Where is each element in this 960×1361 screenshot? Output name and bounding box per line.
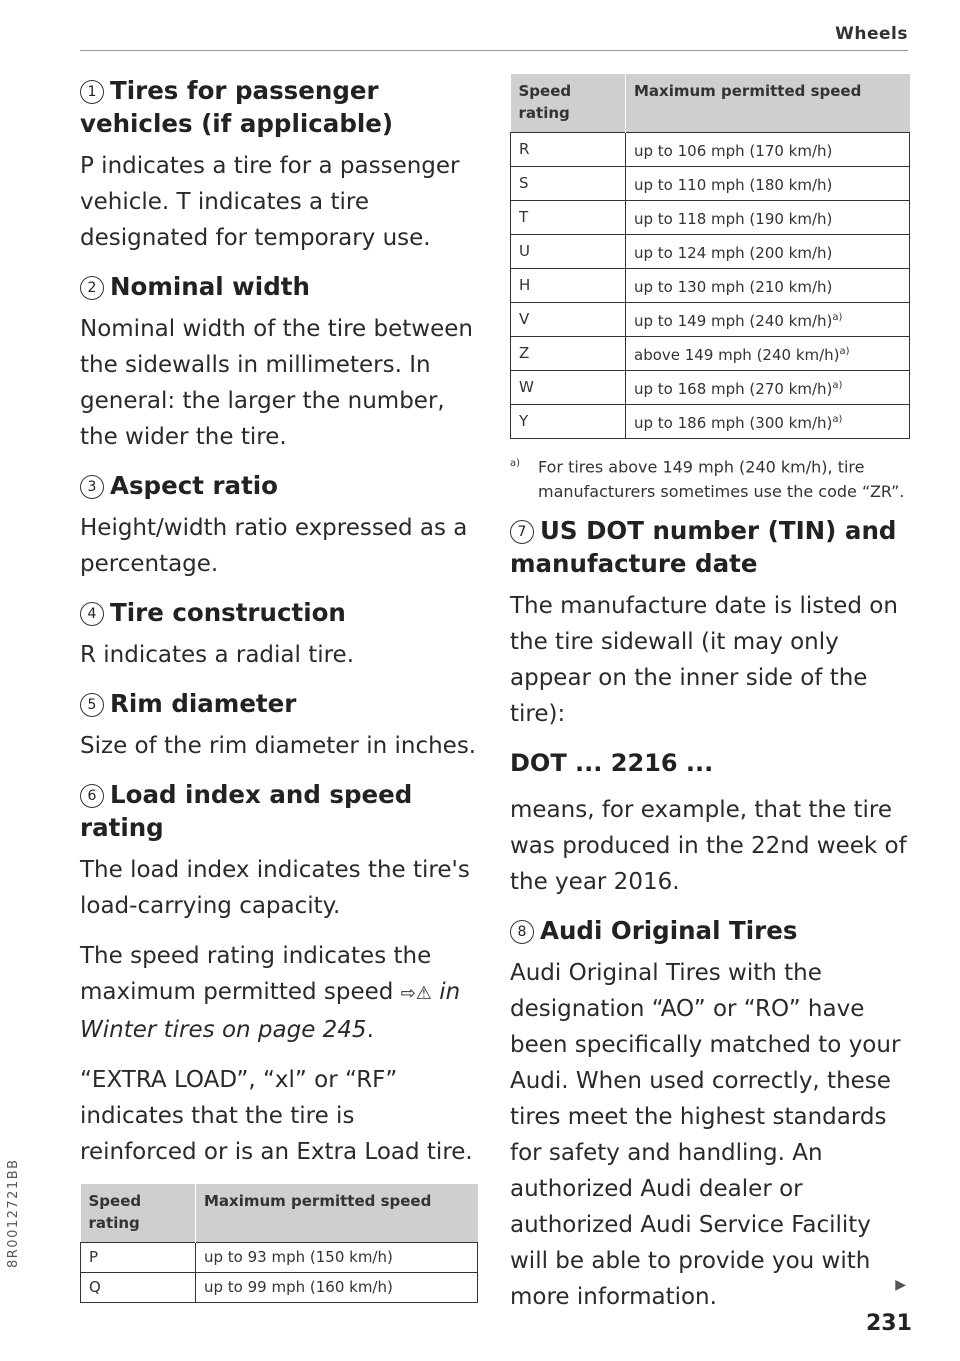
- paragraph: The manufacture date is listed on the tire sidewall (it may only appear on the inner side of the tire):: [510, 593, 898, 728]
- callout-number: 6: [80, 784, 104, 808]
- table-row: [511, 235, 910, 269]
- table-cell: Q: [81, 1273, 196, 1303]
- footnote: $^{a)}$ For tires above 149 mph (240 km/h), tire manufacturers sometimes use the code “ZR”.: [510, 451, 910, 504]
- callout-number: 4: [80, 602, 104, 626]
- heading-rim-diameter: 5 Rim diameter: [80, 687, 478, 720]
- column-header: Maximum permitted speed: [626, 74, 910, 133]
- left-column: [80, 74, 478, 1303]
- cross-reference-arrow-icon: ⇨: [400, 983, 416, 1004]
- table-row: [81, 1243, 478, 1273]
- heading-load-speed: 6 Load index and speed rating: [80, 780, 413, 842]
- callout-number: 5: [80, 693, 104, 717]
- footnote-marker: a): [510, 458, 521, 469]
- table-cell: up to 168 mph (270 km/h)$^{a)}$: [626, 371, 910, 405]
- paragraph: The speed rating indicates the maximum permitted speed ⇨⚠ in Winter tires on page 245.: [80, 943, 461, 1043]
- table-cell: V: [511, 303, 626, 337]
- table-cell: P: [81, 1243, 196, 1273]
- table-cell: up to 106 mph (170 km/h): [626, 133, 910, 167]
- table-row: [511, 269, 910, 303]
- table-cell: T: [511, 201, 626, 235]
- table-cell: up to 130 mph (210 km/h): [626, 269, 910, 303]
- section-title: Wheels: [835, 24, 908, 44]
- document-code: 8R0012721BB: [6, 1158, 21, 1268]
- speed-rating-table-left: [80, 1184, 478, 1303]
- column-header: Speed rating: [81, 1184, 196, 1243]
- continue-arrow-icon: ▶: [895, 1277, 906, 1294]
- paragraph: R indicates a radial tire.: [80, 642, 355, 668]
- table-cell: up to 99 mph (160 km/h): [196, 1273, 478, 1303]
- paragraph: Audi Original Tires with the designation “AO” or “RO” have been specifically matched to your Audi. When used correctly, these tires meet the highest standards for safety and handling. An authorized Audi dealer or authorized Audi Service Facility will be able to provide you with more information. ▶: [510, 960, 906, 1311]
- speed-rating-table-right: [510, 74, 910, 439]
- table-cell: R: [511, 133, 626, 167]
- callout-number: 2: [80, 276, 104, 300]
- table-row: [511, 167, 910, 201]
- paragraph: P indicates a tire for a passenger vehicle. T indicates a tire designated for temporary use.: [80, 153, 460, 251]
- heading-aspect-ratio: 3 Aspect ratio: [80, 469, 478, 502]
- heading-audi-original-tires: 8 Audi Original Tires: [510, 914, 910, 947]
- table-cell: up to 110 mph (180 km/h): [626, 167, 910, 201]
- table-cell: H: [511, 269, 626, 303]
- heading-us-dot-number: 7 US DOT number (TIN) and manufacture date: [510, 516, 897, 579]
- paragraph: The load index indicates the tire's load-carrying capacity.: [80, 857, 470, 919]
- table-row: [511, 405, 910, 439]
- paragraph: Nominal width of the tire between the sidewalls in millimeters. In general: the larger the number, the wider the tire.: [80, 316, 473, 450]
- column-header: Maximum permitted speed: [196, 1184, 478, 1243]
- heading-tire-construction: 4 Tire construction: [80, 596, 478, 629]
- table-row: [511, 337, 910, 371]
- header-rule: [80, 50, 908, 51]
- callout-number: 3: [80, 475, 104, 499]
- table-cell: S: [511, 167, 626, 201]
- table-row: [511, 201, 910, 235]
- heading-tires-passenger: 1 Tires for passenger vehicles (if applicable): [80, 76, 394, 138]
- right-column: [510, 74, 910, 1315]
- callout-number: 7: [510, 520, 534, 544]
- table-cell: up to 186 mph (300 km/h)$^{a)}$: [626, 405, 910, 439]
- callout-number: 1: [80, 80, 104, 104]
- table-cell: up to 124 mph (200 km/h): [626, 235, 910, 269]
- table-cell: above 149 mph (240 km/h)$^{a)}$: [626, 337, 910, 371]
- paragraph: Height/width ratio expressed as a percentage.: [80, 515, 468, 577]
- table-cell: up to 118 mph (190 km/h): [626, 201, 910, 235]
- dot-code-example: DOT ... 2216 ...: [510, 749, 714, 778]
- table-row: [81, 1273, 478, 1303]
- warning-triangle-icon: ⚠: [415, 983, 432, 1004]
- table-cell: up to 93 mph (150 km/h): [196, 1243, 478, 1273]
- table-cell: Z: [511, 337, 626, 371]
- table-row: [511, 133, 910, 167]
- table-cell: Y: [511, 405, 626, 439]
- table-row: [511, 371, 910, 405]
- table-cell: U: [511, 235, 626, 269]
- table-cell: up to 149 mph (240 km/h)$^{a)}$: [626, 303, 910, 337]
- paragraph: Size of the rim diameter in inches.: [80, 733, 477, 759]
- column-header: Speed rating: [511, 74, 626, 133]
- table-row: [511, 303, 910, 337]
- heading-nominal-width: 2 Nominal width: [80, 270, 478, 303]
- paragraph: “EXTRA LOAD”, “xl” or “RF” indicates that the tire is reinforced or is an Extra Load tire.: [80, 1067, 473, 1165]
- paragraph: means, for example, that the tire was produced in the 22nd week of the year 2016.: [510, 797, 907, 896]
- table-cell: W: [511, 371, 626, 405]
- page-number: 231: [866, 1311, 912, 1336]
- callout-number: 8: [510, 920, 534, 944]
- cross-reference-link[interactable]: in Winter tires on page 245: [80, 979, 461, 1043]
